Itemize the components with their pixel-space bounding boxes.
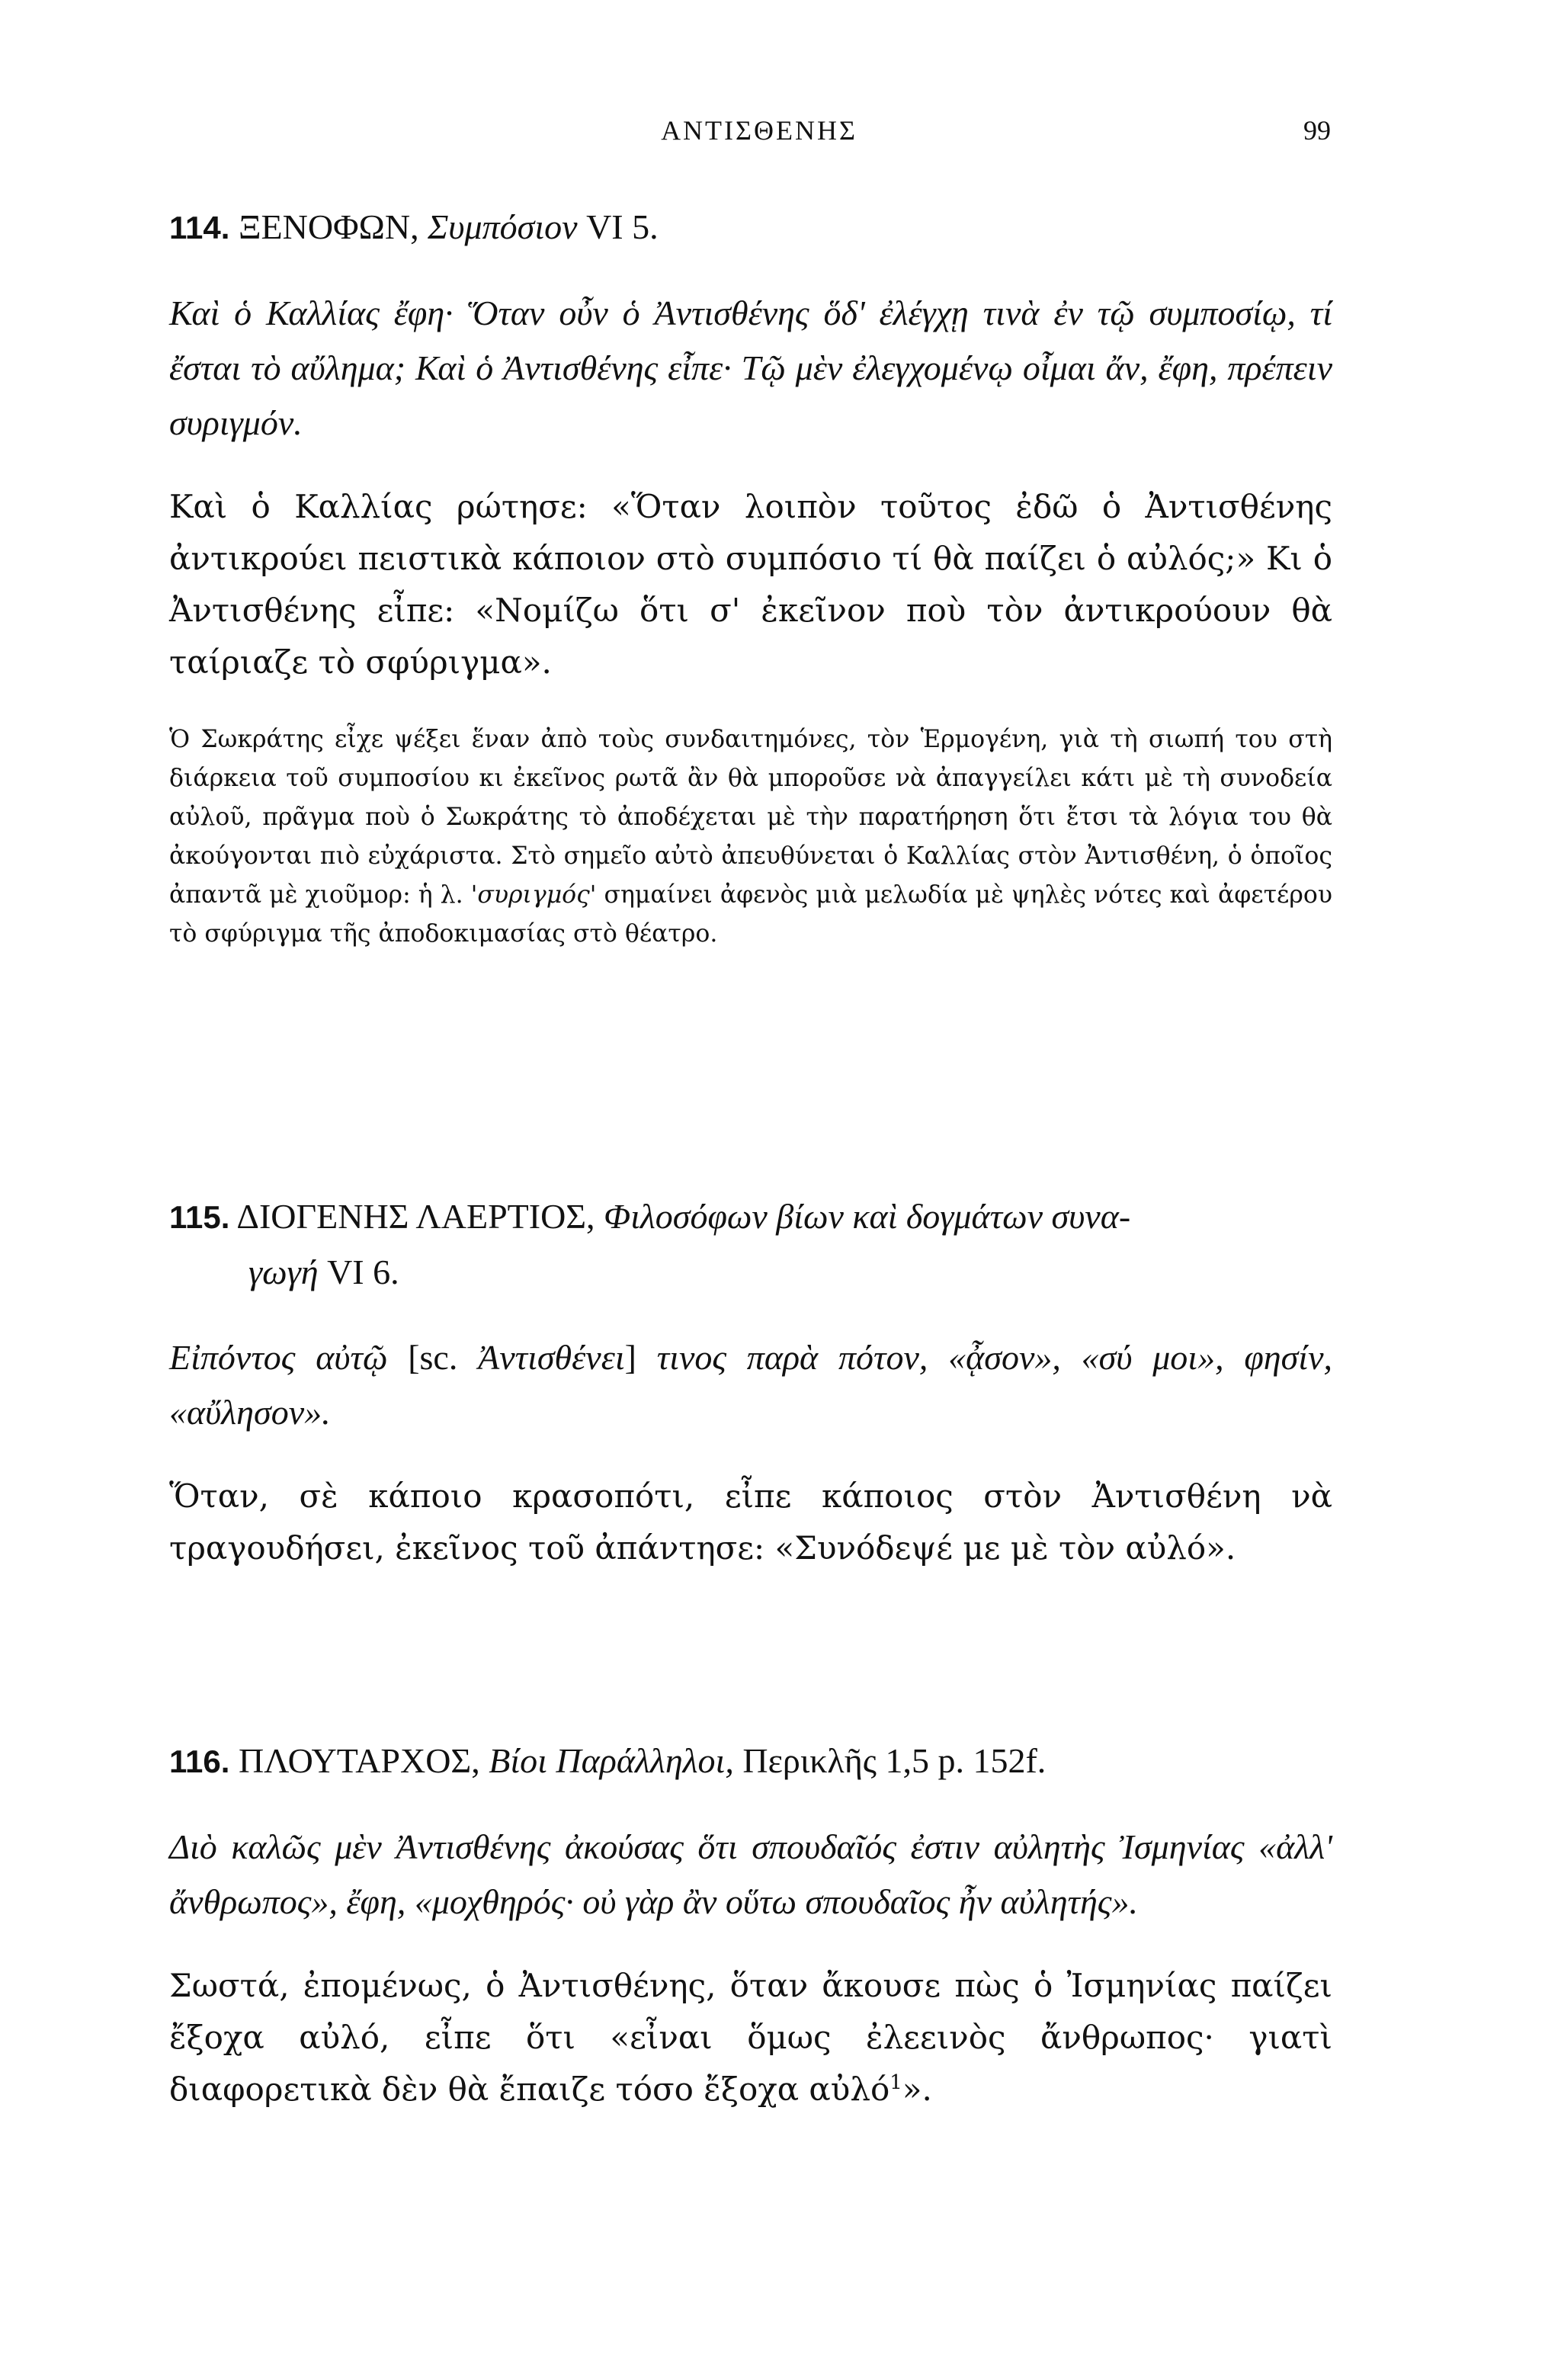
editorial-bracket: ] [624,1338,636,1377]
translation-part: Σωστά, ἐπομένως, ὁ Ἀντισθένης, ὅταν ἄκουσε πὼς ὁ Ἰσμηνίας παίζει ἔξοχα αὐλό, εἶπε ὅτι «εἶναι ὅμως ἐλεεινὸς ἄνθρωπος· γιατὶ διαφορετικὰ δὲν θὰ ἔπαιζε τόσο ἔξοχα αὐλό [169,1967,1332,2108]
note-term: 'συριγμός' [470,881,597,909]
translation-part: ». [902,2070,932,2108]
entry-number: 115. [169,1199,230,1235]
entry-number: 116. [169,1743,230,1779]
entry-author: ΠΛΟΥΤΑΡΧΟΣ, [238,1741,480,1780]
translation-text: Καὶ ὁ Καλλίας ρώτησε: «Ὅταν λοιπὸν τοῦτος ἐδῶ ὁ Ἀντισθένης ἀντικρούει πειστικὰ κάποιον στὸ συμπόσιο τί θὰ παίζει ὁ αὐλός;» Κι ὁ Ἀντισθένης εἶπε: «Νομίζω ὅτι σ' ἐκεῖνον ποὺ τὸν ἀντικρούουν θὰ ταίριαζε τὸ σφύριγμα». [169,488,1332,681]
entry-114 [169,200,1332,954]
note-text: Ὁ Σωκράτης εἶχε ψέξει ἕναν ἀπὸ τοὺς συνδαιτημόνες, τὸν Ἑρμογένη, γιὰ τὴ σιωπή του στὴ διάρκεια τοῦ συμποσίου κι ἐκεῖνος ρωτᾶ ἂν θὰ μποροῦσε νὰ ἀπαγγείλει κάτι μὲ τὴ συνοδεία αὐλοῦ, πρᾶγμα ποὺ ὁ Σωκράτης τὸ ἀποδέχεται μὲ τὴν παρατήρηση ὅτι ἔτσι τὰ λόγια του θὰ ἀκούγονται πιὸ εὐχάριστα. Στὸ σημεῖο αὐτὸ ἀπευθύνεται ὁ Καλλίας στὸν Ἀντισθένη, ὁ ὁποῖος ἀπαντᾶ μὲ χιοῦμορ: ἡ λ. [169,726,1332,909]
entry-heading [169,1189,1332,1300]
editorial-bracket: [sc. [408,1338,479,1377]
entry-reference: VI 5. [586,207,659,246]
entry-number: 114. [169,210,230,245]
translation-text: Ὅταν, σὲ κάποιο κρασοπότι, εἶπε κάποιος στὸν Ἀντισθένη νὰ τραγουδήσει, ἐκεῖνος τοῦ ἀπάντησε: «Συνόδεψέ με μὲ τὸν αὐλό». [169,1477,1332,1567]
greek-text-part: τινος παρὰ πότον, «ᾆσον», «σύ μοι», φησίν, «αὔλησον». [169,1338,1332,1432]
entry-115 [169,1189,1332,1574]
running-title: ΑΝΤΙΣΘΕΝΗΣ [661,115,857,146]
entry-reference: VI 6. [327,1253,399,1291]
heading-continuation [169,1245,1332,1300]
greek-text [169,1330,1332,1440]
entry-work: Βίοι Παράλληλοι, [489,1741,734,1780]
entry-116 [169,1734,1332,2115]
translation-text [169,1960,1332,2115]
running-head [188,114,1331,160]
greek-text-part: Εἰπόντος αὐτῷ [169,1338,409,1377]
commentary-note [169,720,1332,954]
greek-text: Διὸ καλῶς μὲν Ἀντισθένης ἀκούσας ὅτι σπουδαῖός ἐστιν αὐλητὴς Ἰσμηνίας «ἀλλ' ἄνθρωπος», ἔφη, «μοχθηρός· οὐ γὰρ ἂν οὕτω σπουδαῖος ἦν αὐλητής». [169,1827,1332,1921]
greek-text: Καὶ ὁ Καλλίας ἔφη· Ὅταν οὖν ὁ Ἀντισθένης ὅδ' ἐλέγχῃ τινὰ ἐν τῷ συμποσίῳ, τί ἔσται τὸ αὔλημα; Καὶ ὁ Ἀντισθένης εἶπε· Τῷ μὲν ἐλεγχομένῳ οἶμαι ἄν, ἔφη, πρέπειν συριγμόν. [169,293,1332,442]
entry-work: Φιλοσόφων βίων καὶ δογμάτων συνα- [604,1197,1131,1236]
page-number: 99 [1303,115,1331,146]
entry-author: ΔΙΟΓΕΝΗΣ ΛΑΕΡΤΙΟΣ, [236,1197,595,1236]
greek-text-part: Ἀντισθένει [478,1338,625,1377]
entry-author: ΞΕΝΟΦΩΝ, [238,207,419,246]
entry-reference: Περικλῆς 1,5 p. 152f. [742,1741,1047,1780]
footnote-marker[interactable]: 1 [889,2071,902,2094]
note-text: σημαίνει ἀφενὸς μιὰ μελωδία μὲ ψηλὲς νότες καὶ ἀφετέρου τὸ σφύριγμα τῆς ἀποδοκιμασίας στὸ θέατρο. [169,881,1332,948]
entry-heading [169,1734,1332,1789]
entry-work: γωγή [248,1253,319,1291]
entry-work: Συμπόσιον [428,207,578,246]
entry-heading [169,200,1332,255]
